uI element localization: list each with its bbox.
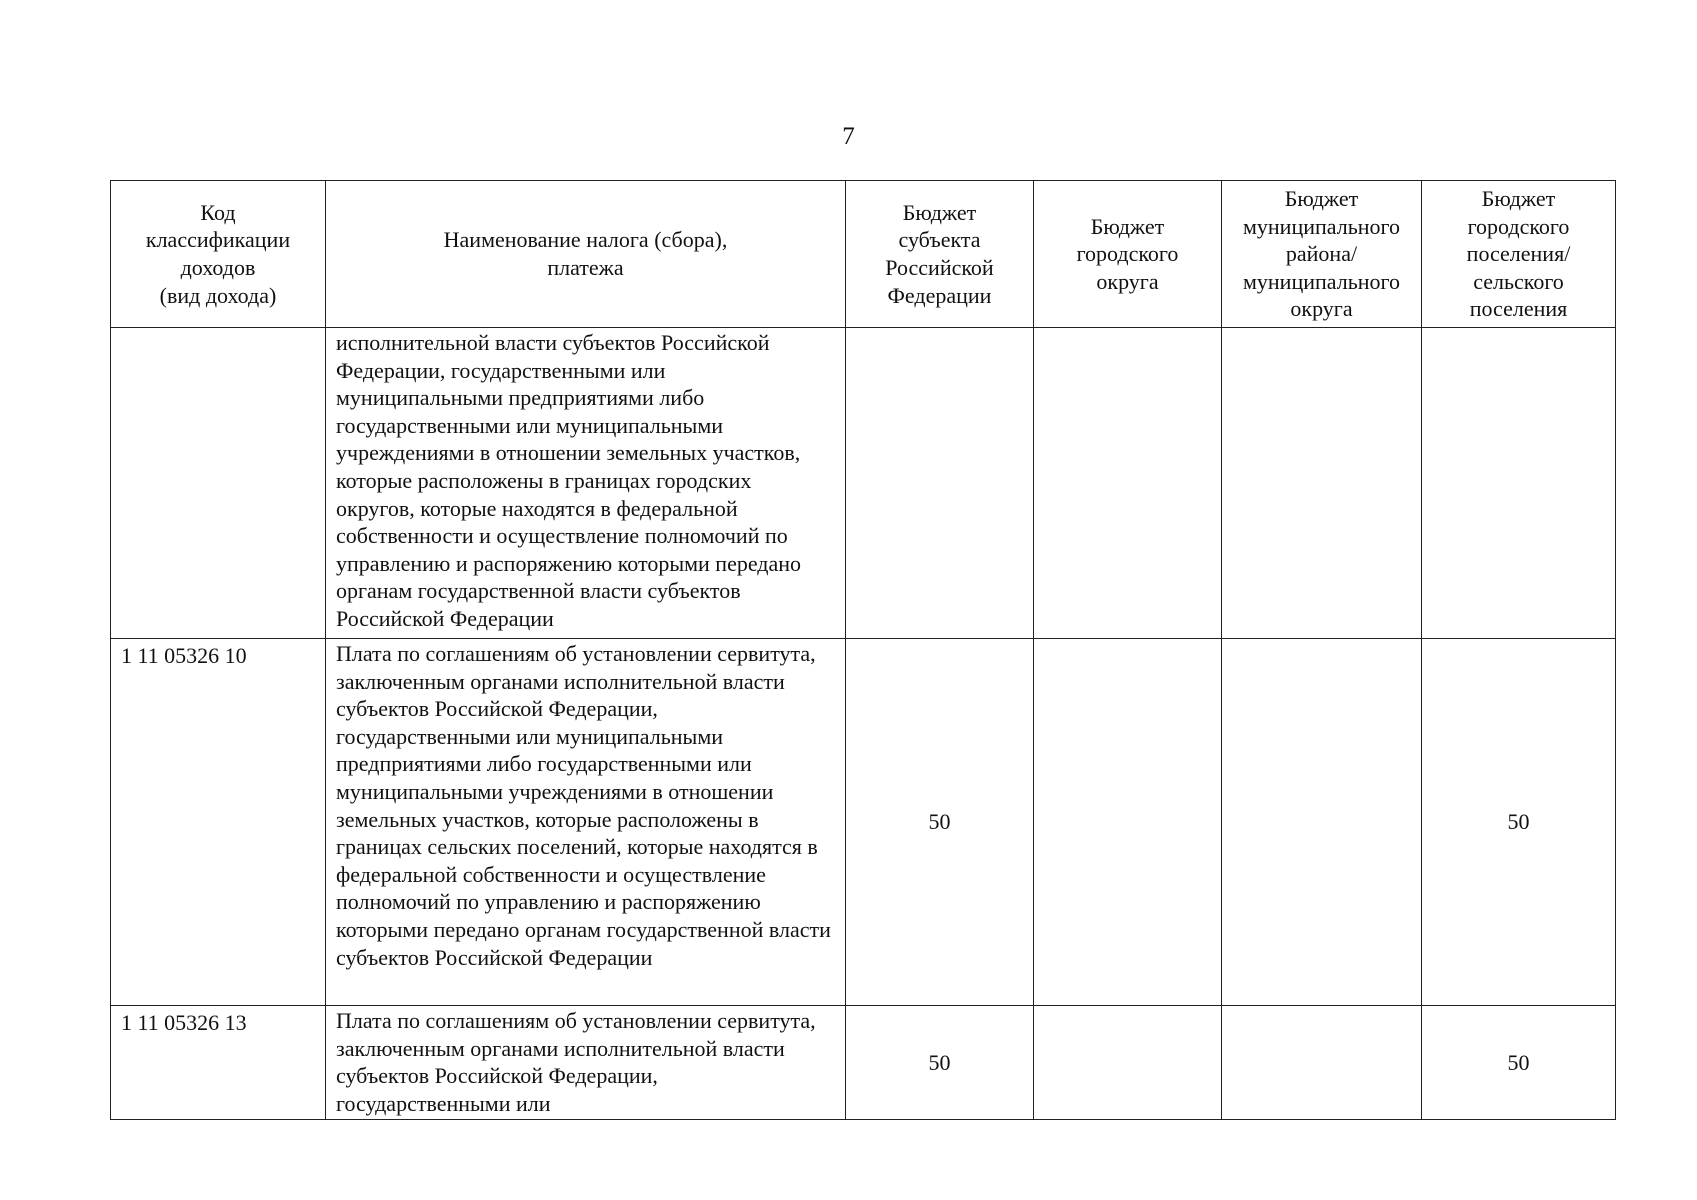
- tax-name-cell: Плата по соглашениям об установлении сервитута, заключенным органами исполнительной власти субъектов Российской Федерации, государственными или: [326, 1006, 846, 1120]
- header-income-code: Код классификации доходов (вид дохода): [111, 181, 326, 328]
- header-municipal-district-budget: Бюджет муниципального района/ муниципального округа: [1222, 181, 1422, 328]
- header-tax-name: Наименование налога (сбора), платежа: [326, 181, 846, 328]
- subject-budget-cell: 50: [846, 1006, 1034, 1120]
- table-row: [111, 328, 1616, 639]
- income-code-cell: 1 11 05326 10: [111, 639, 326, 1006]
- city-district-budget-cell: [1034, 1006, 1222, 1120]
- settlement-budget-cell: 50: [1422, 1006, 1616, 1120]
- income-distribution-table: [110, 180, 1616, 1120]
- settlement-budget-cell: 50: [1422, 639, 1616, 1006]
- page-number: 7: [842, 123, 855, 150]
- header-city-district-budget: Бюджет городского округа: [1034, 181, 1222, 328]
- municipal-district-budget-cell: [1222, 328, 1422, 639]
- municipal-district-budget-cell: [1222, 639, 1422, 1006]
- city-district-budget-cell: [1034, 639, 1222, 1006]
- municipal-district-budget-cell: [1222, 1006, 1422, 1120]
- subject-budget-cell: 50: [846, 639, 1034, 1006]
- income-code-cell: 1 11 05326 13: [111, 1006, 326, 1120]
- header-settlement-budget: Бюджет городского поселения/ сельского поселения: [1422, 181, 1616, 328]
- tax-name-cell: Плата по соглашениям об установлении сервитута, заключенным органами исполнительной власти субъектов Российской Федерации, государственными или муниципальными предприятиями либо государственными или муниципальными учреждениями в отношении земельных участков, которые расположены в границах сельских поселений, которые находятся в федеральной собственности и осуществление полномочий по управлению и распоряжению которыми передано органам государственной власти субъектов Российской Федерации: [326, 639, 846, 1006]
- income-code-cell: [111, 328, 326, 639]
- settlement-budget-cell: [1422, 328, 1616, 639]
- table-header-row: [111, 181, 1616, 328]
- tax-name-cell: исполнительной власти субъектов Российской Федерации, государственными или муниципальными предприятиями либо государственными или муниципальными учреждениями в отношении земельных участков, которые расположены в границах городских округов, которые находятся в федеральной собственности и осуществление полномочий по управлению и распоряжению которыми передано органам государственной власти субъектов Российской Федерации: [326, 328, 846, 639]
- subject-budget-cell: [846, 328, 1034, 639]
- table-row: [111, 1006, 1616, 1120]
- header-subject-budget: Бюджет субъекта Российской Федерации: [846, 181, 1034, 328]
- table-row: [111, 639, 1616, 1006]
- city-district-budget-cell: [1034, 328, 1222, 639]
